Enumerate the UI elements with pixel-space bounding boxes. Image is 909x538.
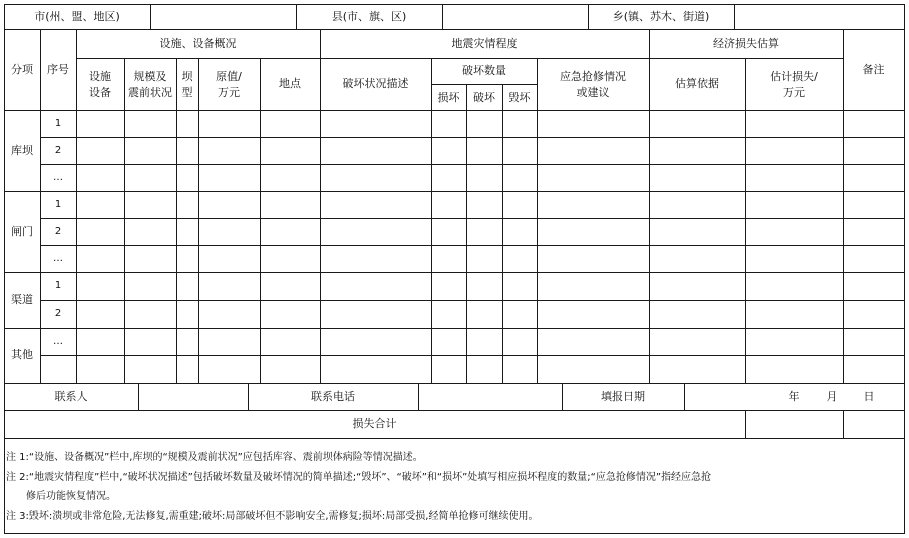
header-estimated-loss-line2: 万元 <box>783 86 805 99</box>
col-rule <box>260 58 261 383</box>
row-rule <box>40 355 905 356</box>
col-rule <box>684 383 685 410</box>
col-rule <box>442 4 443 29</box>
header-original-value-line1: 原值/ <box>216 70 242 83</box>
header-damage-count: 破坏数量 <box>462 64 506 77</box>
row-label-gate: 闸门 <box>11 225 33 238</box>
border-top <box>4 4 905 5</box>
header-estimated-loss-line1: 估计损失/ <box>770 70 818 83</box>
rule-above-notes <box>4 438 905 439</box>
note-2: 注 2:“地震灾情程度”栏中,“破坏状况描述”包括破坏数量及破坏情况的简单描述;“毁坏”、“破坏”和“损坏”处填写相应损坏程度的数量;“应急抢修情况”指经应急抢 <box>6 472 711 483</box>
rule-below-region-header <box>4 29 905 30</box>
header-serial: 序号 <box>47 63 69 76</box>
rule-below-column-headers <box>4 110 905 111</box>
phone-label: 联系电话 <box>311 390 355 403</box>
header-damaged: 损坏 <box>437 91 460 104</box>
row-rule <box>4 328 905 329</box>
township-label: 乡(镇、苏木、街道) <box>612 10 710 23</box>
note-2-continued: 修后功能恢复情况。 <box>26 491 116 502</box>
day-label: 日 <box>863 390 875 403</box>
header-remarks: 备注 <box>862 63 885 76</box>
col-rule <box>150 4 151 29</box>
col-rule <box>176 58 177 383</box>
header-original-value-line2: 万元 <box>218 86 240 99</box>
col-rule <box>138 383 139 410</box>
serial-cell: … <box>53 172 63 183</box>
header-partly-destroyed: 破坏 <box>473 91 495 104</box>
rule-above-total-row <box>4 410 905 411</box>
year-label: 年 <box>788 390 800 403</box>
row-rule <box>4 272 905 273</box>
row-rule <box>40 137 905 138</box>
col-rule <box>418 383 419 410</box>
rule-above-contact-row <box>4 383 905 384</box>
note-1: 注 1:“设施、设备概况”栏中,库坝的“规模及震前状况”应包括库容、震前坝体病险等情况描述。 <box>6 452 423 463</box>
header-location: 地点 <box>279 77 301 90</box>
col-rule <box>431 58 432 383</box>
col-rule <box>734 4 735 29</box>
city-label: 市(州、盟、地区) <box>34 10 120 23</box>
border-right <box>904 4 905 534</box>
header-scale-line1: 规模及 <box>133 70 167 83</box>
row-label-channel: 渠道 <box>11 293 33 306</box>
serial-cell: … <box>53 336 63 347</box>
county-label: 县(市、旗、区) <box>331 10 407 23</box>
header-destroyed: 毁坏 <box>508 91 531 104</box>
header-facility-line1: 设施 <box>89 70 111 83</box>
header-disaster-group: 地震灾情程度 <box>451 37 518 50</box>
serial-cell: 1 <box>54 199 62 210</box>
row-rule <box>40 164 905 165</box>
col-rule <box>124 58 125 383</box>
serial-cell: 1 <box>54 280 62 291</box>
report-date-label: 填报日期 <box>601 390 645 403</box>
serial-cell: 1 <box>54 118 62 129</box>
col-rule <box>502 84 503 383</box>
header-facility-line2: 设备 <box>89 86 111 99</box>
header-category: 分项 <box>11 63 33 76</box>
col-rule <box>198 58 199 383</box>
col-rule <box>843 29 844 383</box>
border-bottom <box>4 533 905 534</box>
header-repair-line2: 或建议 <box>576 86 610 99</box>
col-rule <box>537 58 538 383</box>
total-loss-label: 损失合计 <box>352 417 397 430</box>
rule-below-group-headers <box>76 58 843 59</box>
month-label: 月 <box>826 390 838 403</box>
header-damage-description: 破坏状况描述 <box>342 77 409 90</box>
rule-below-damage-count <box>431 84 537 85</box>
row-label-other: 其他 <box>11 348 33 361</box>
row-rule <box>40 218 905 219</box>
col-rule <box>745 58 746 383</box>
header-dam-type-line1: 坝 <box>181 70 193 83</box>
col-rule <box>745 410 746 438</box>
row-rule <box>40 300 905 301</box>
row-label-reservoir-dam: 库坝 <box>11 144 33 157</box>
contact-label: 联系人 <box>54 390 88 403</box>
header-repair-line1: 应急抢修情况 <box>560 70 626 83</box>
col-rule <box>466 84 467 383</box>
header-dam-type-line2: 型 <box>181 86 193 99</box>
header-facility-group: 设施、设备概况 <box>159 37 237 50</box>
header-scale-line2: 震前状况 <box>128 86 172 99</box>
serial-cell: 2 <box>54 145 62 156</box>
header-loss-group: 经济损失估算 <box>713 37 779 50</box>
serial-cell: 2 <box>54 308 62 319</box>
header-estimate-basis: 估算依据 <box>675 77 719 90</box>
serial-cell: 2 <box>54 226 62 237</box>
row-rule <box>40 245 905 246</box>
col-rule <box>843 410 844 438</box>
row-rule <box>4 191 905 192</box>
border-left <box>4 4 5 534</box>
note-3: 注 3:毁坏:溃坝或非常危险,无法修复,需重建;破坏:局部破坏但不影响安全,需修复;损坏:局部受损,经简单抢修可继续使用。 <box>6 511 539 522</box>
serial-cell: … <box>53 253 63 264</box>
